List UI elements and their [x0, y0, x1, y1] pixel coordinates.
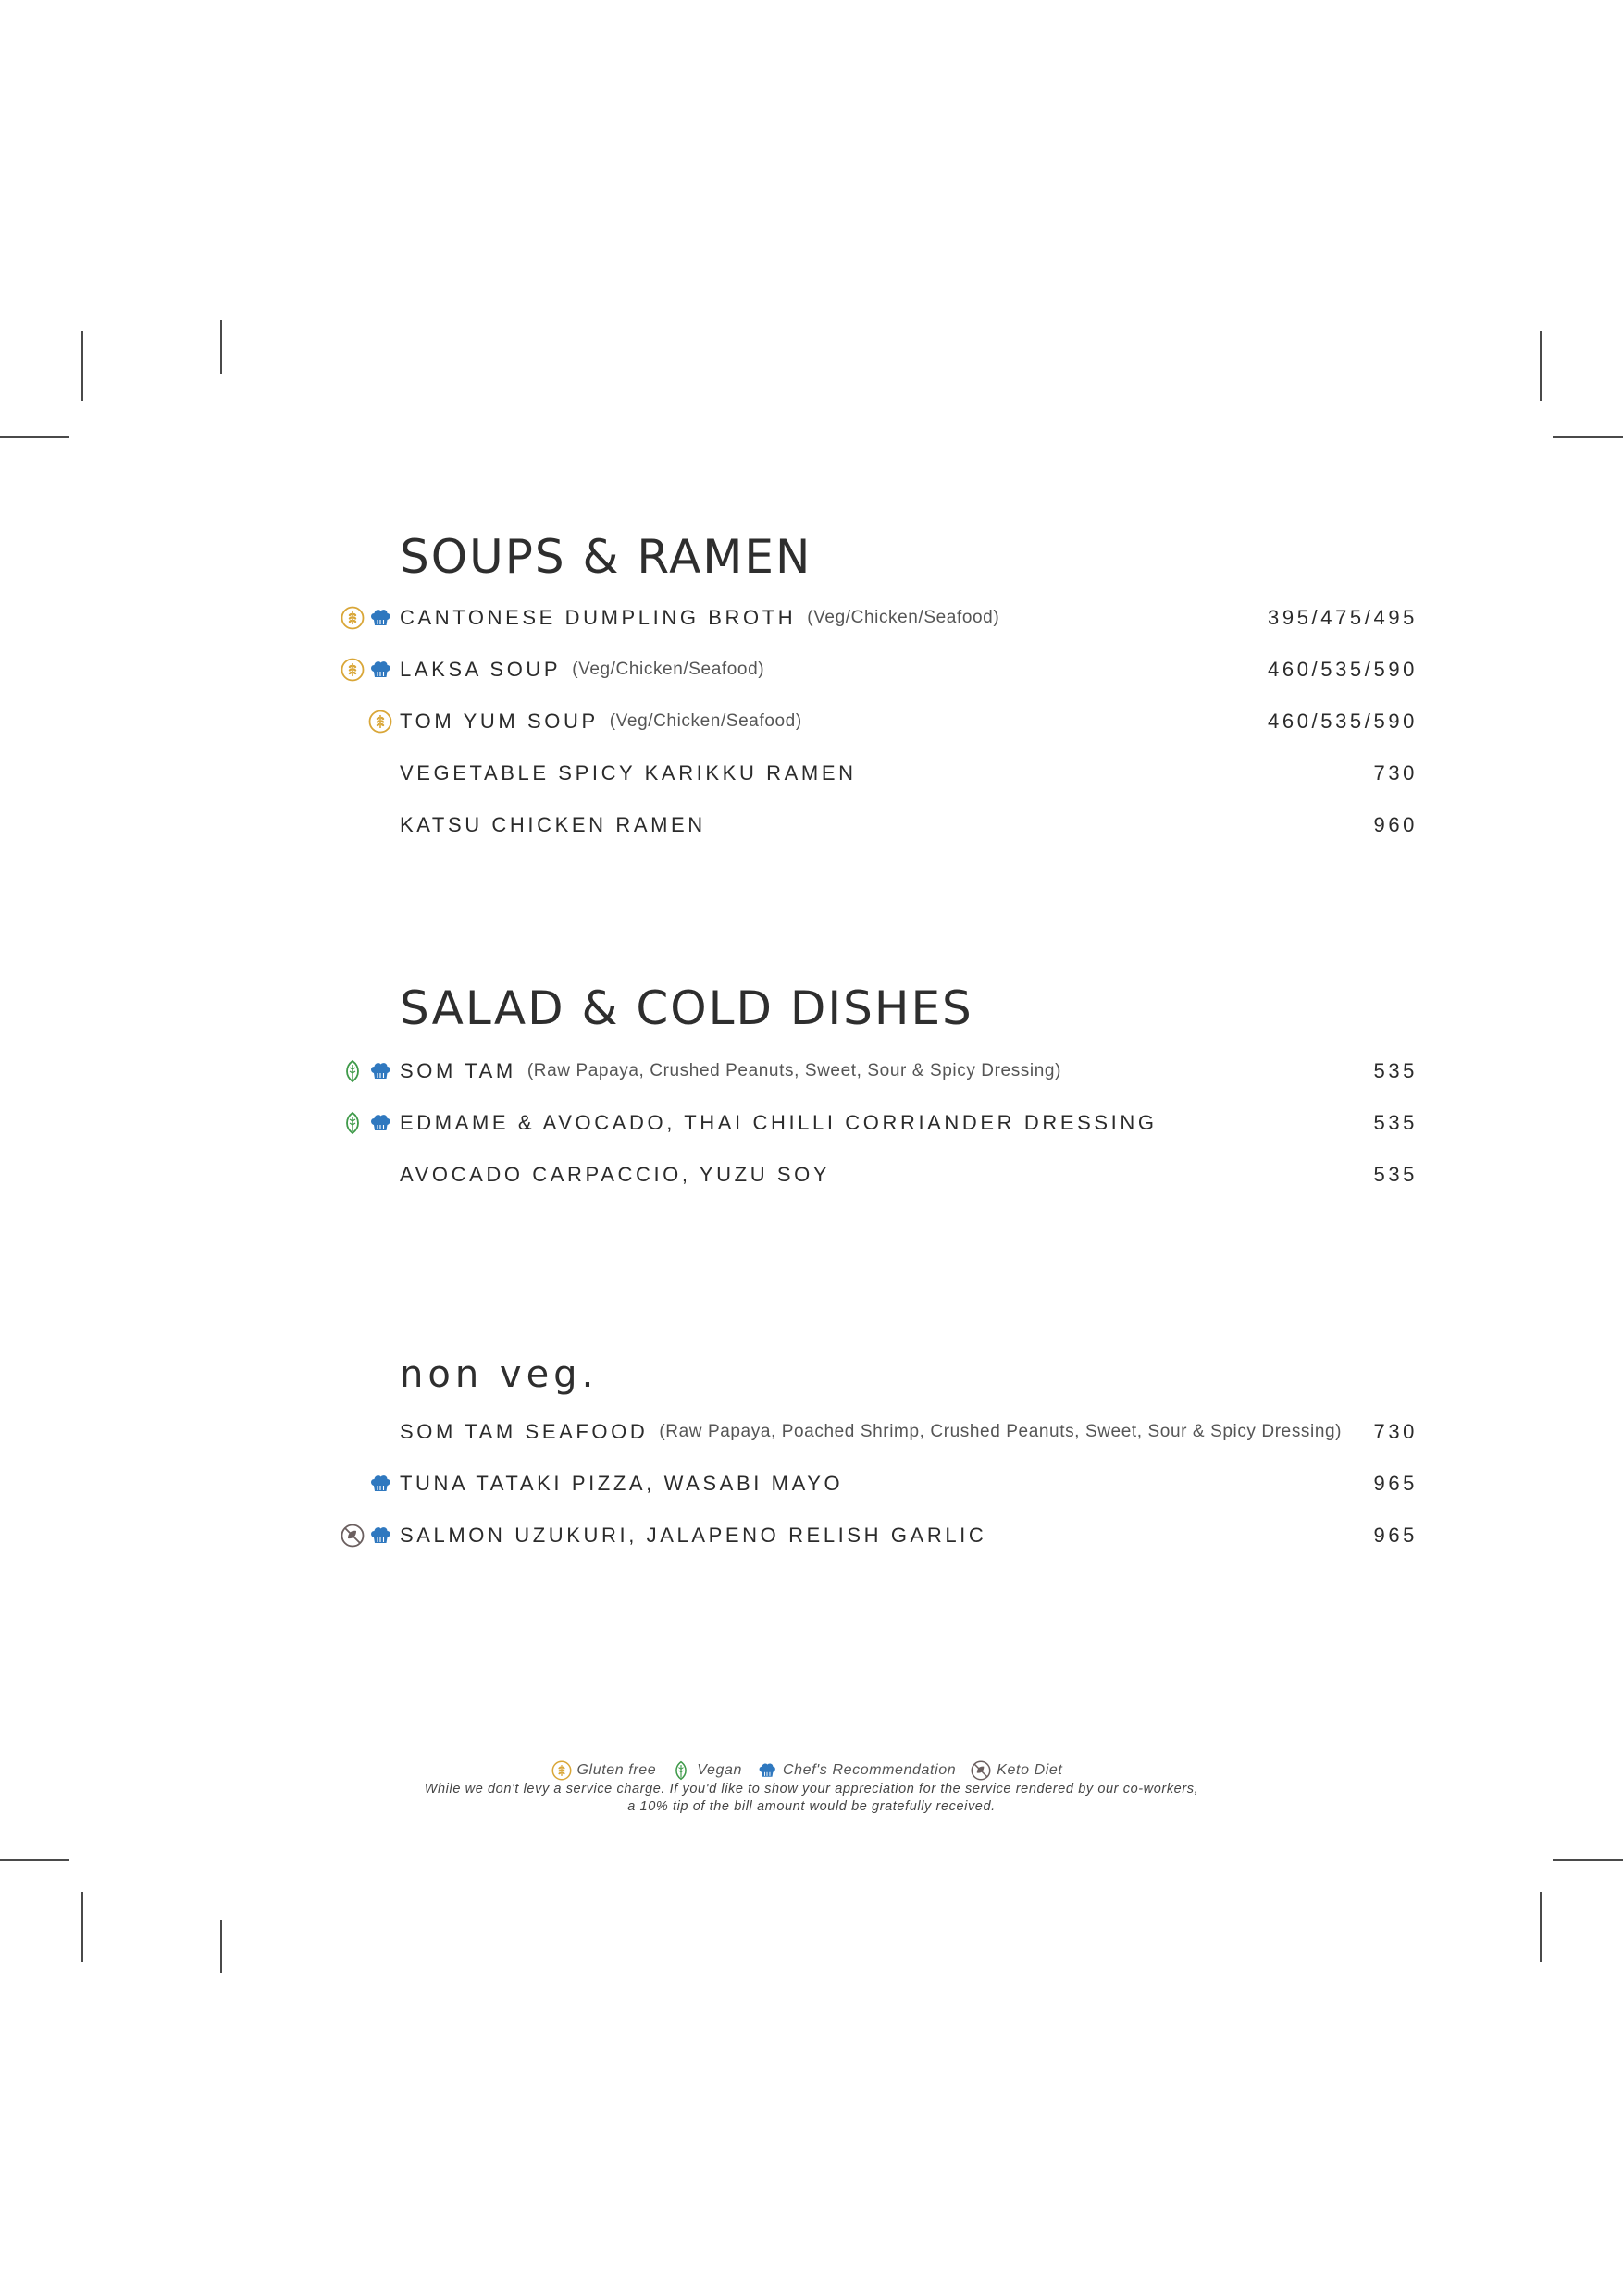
tip-note-line-2: a 10% tip of the bill amount would be gratefully received. [627, 1799, 996, 1814]
item-name: SOM TAM SEAFOOD [400, 1420, 649, 1443]
legend-label: Gluten free [576, 1762, 657, 1778]
legend [0, 1760, 1623, 1816]
item-price: 460/535/590 [1268, 658, 1418, 681]
crop-mark [1540, 1892, 1542, 1962]
item-icons [341, 658, 392, 682]
menu-item [400, 1413, 1418, 1450]
item-name: LAKSA SOUP [400, 658, 562, 681]
crop-mark [1540, 331, 1542, 401]
item-description: (Raw Papaya, Crushed Peanuts, Sweet, Sour & Spicy Dressing) [527, 1061, 1061, 1080]
gluten-free-icon [341, 606, 365, 630]
item-name: TOM YUM SOUP [400, 710, 599, 733]
menu-item [400, 1156, 1418, 1193]
legend-label: Chef's Recommendation [782, 1762, 957, 1778]
item-name: CANTONESE DUMPLING BROTH [400, 606, 797, 629]
item-icons [368, 710, 392, 734]
section-title: SALAD & COLD DISHES [400, 981, 973, 1035]
item-name: AVOCADO CARPACCIO, YUZU SOY [400, 1163, 831, 1186]
item-name: EDMAME & AVOCADO, THAI CHILLI CORRIANDER DRESSING [400, 1111, 1158, 1134]
vegan-icon [341, 1059, 365, 1083]
chef-recommendation-icon [757, 1760, 777, 1781]
item-price: 535 [1373, 1111, 1418, 1134]
chef-recommendation-icon [368, 1524, 392, 1548]
legend-label: Keto Diet [997, 1762, 1063, 1778]
keto-diet-icon [971, 1760, 991, 1781]
item-icons [368, 1472, 392, 1496]
crop-mark [0, 436, 69, 438]
keto-diet-icon [341, 1524, 365, 1548]
item-name: SOM TAM [400, 1059, 516, 1082]
crop-mark [1553, 436, 1623, 438]
menu-item [400, 1517, 1418, 1554]
item-price: 395/475/495 [1268, 606, 1418, 629]
menu-item [400, 1053, 1418, 1090]
gluten-free-icon [368, 710, 392, 734]
menu-item [400, 599, 1418, 636]
crop-mark [0, 1859, 69, 1861]
vegan-icon [341, 1111, 365, 1135]
item-price: 730 [1373, 1420, 1418, 1443]
crop-mark [220, 320, 222, 374]
item-description: (Veg/Chicken/Seafood) [609, 711, 802, 731]
item-icons [341, 606, 392, 630]
section-salad-cold-dishes [400, 981, 1418, 1186]
chef-recommendation-icon [368, 1472, 392, 1496]
item-icons [341, 1059, 392, 1083]
item-price: 460/535/590 [1268, 710, 1418, 733]
item-name: VEGETABLE SPICY KARIKKU RAMEN [400, 761, 857, 784]
section-non-veg [400, 1347, 1418, 1547]
menu-item [400, 1105, 1418, 1142]
crop-mark [220, 1920, 222, 1973]
item-price: 965 [1373, 1524, 1418, 1547]
item-name: TUNA TATAKI PIZZA, WASABI MAYO [400, 1472, 844, 1495]
item-name: KATSU CHICKEN RAMEN [400, 813, 706, 836]
chef-recommendation-icon [368, 1059, 392, 1083]
item-price: 535 [1373, 1059, 1418, 1082]
item-price: 535 [1373, 1163, 1418, 1186]
item-price: 730 [1373, 761, 1418, 784]
menu-item [400, 651, 1418, 688]
vegan-icon [671, 1760, 691, 1781]
chef-recommendation-icon [368, 1111, 392, 1135]
chef-recommendation-icon [368, 658, 392, 682]
tip-note-line-1: While we don't levy a service charge. If you'd like to show your appreciation for the service rendered by our co-workers, [424, 1782, 1199, 1796]
item-description: (Veg/Chicken/Seafood) [807, 608, 1000, 627]
crop-mark [1553, 1859, 1623, 1861]
item-icons [341, 1111, 392, 1135]
item-price: 960 [1373, 813, 1418, 836]
section-title: SOUPS & RAMEN [400, 530, 812, 584]
chef-recommendation-icon [368, 606, 392, 630]
section-soups-ramen [400, 529, 1418, 836]
item-description: (Raw Papaya, Poached Shrimp, Crushed Peanuts, Sweet, Sour & Spicy Dressing) [659, 1422, 1343, 1441]
menu-item [400, 807, 1418, 844]
item-name: SALMON UZUKURI, JALAPENO RELISH GARLIC [400, 1524, 987, 1547]
crop-mark [81, 331, 83, 401]
crop-mark [81, 1892, 83, 1962]
item-icons [341, 1524, 392, 1548]
menu-item [400, 755, 1418, 792]
legend-row [0, 1760, 1623, 1781]
item-description: (Veg/Chicken/Seafood) [572, 660, 765, 679]
menu-item [400, 1465, 1418, 1502]
gluten-free-icon [341, 658, 365, 682]
item-price: 965 [1373, 1472, 1418, 1495]
menu-item [400, 703, 1418, 740]
section-title: non veg. [400, 1353, 599, 1396]
legend-label: Vegan [697, 1762, 742, 1778]
gluten-free-icon [551, 1760, 572, 1781]
